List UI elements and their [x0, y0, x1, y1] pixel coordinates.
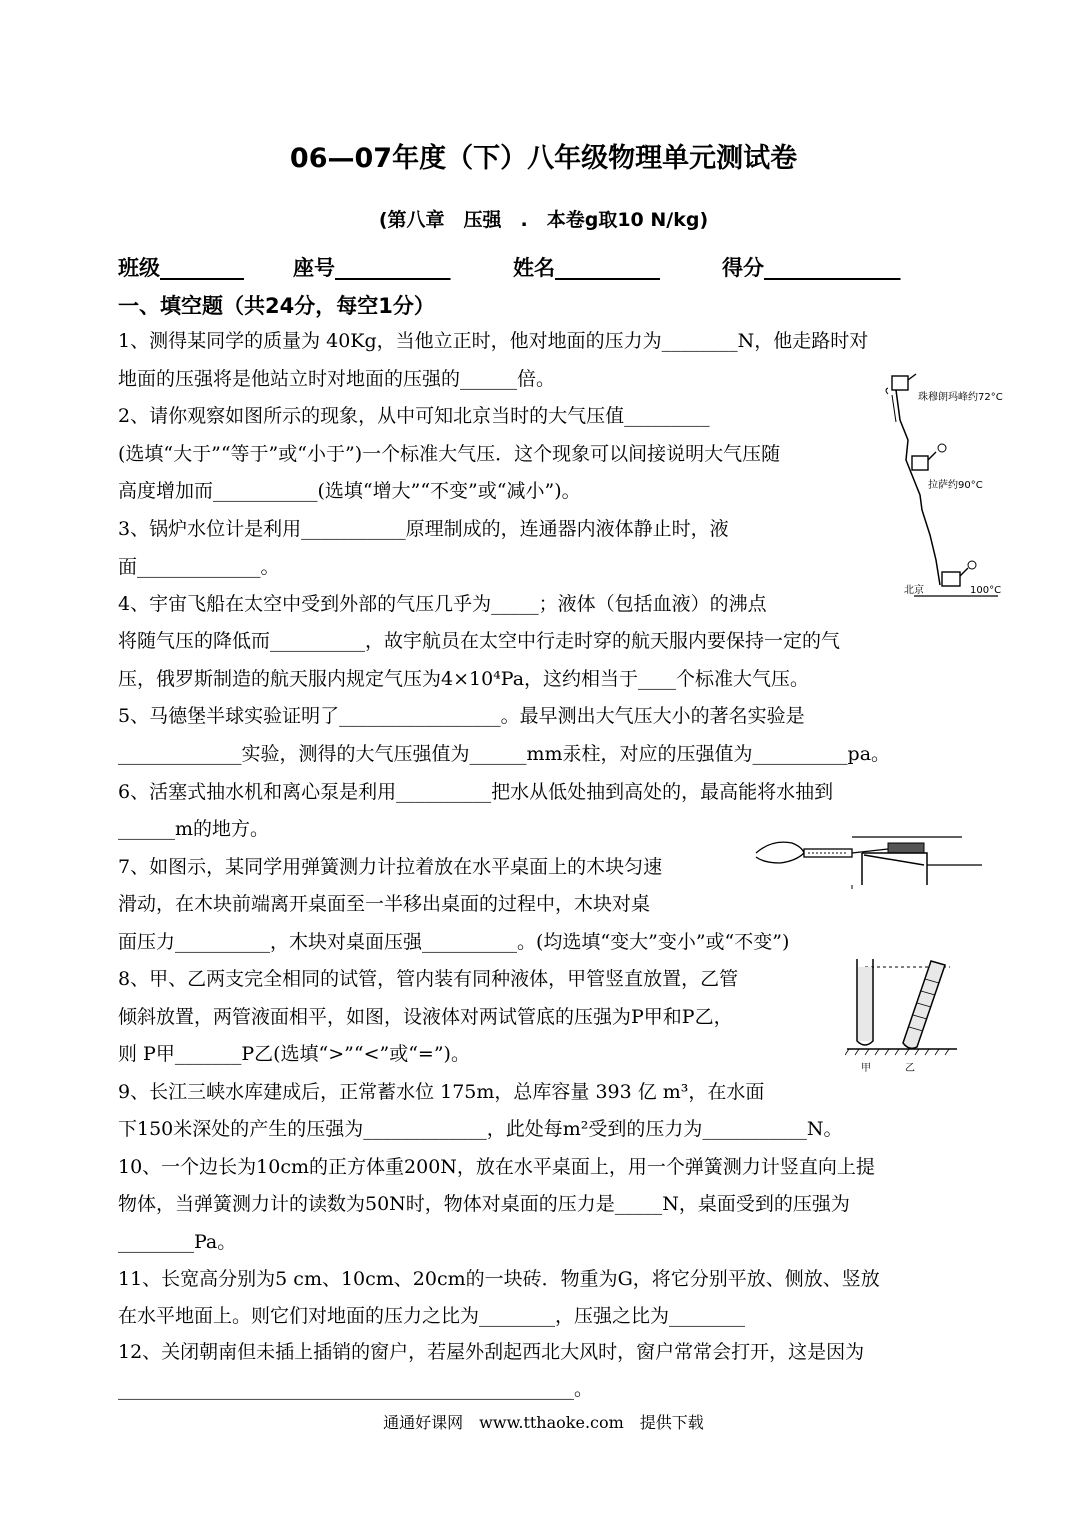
label-lhasa: 拉萨约90°C — [928, 480, 983, 491]
wood-block-icon — [888, 843, 924, 853]
kettle-icon — [912, 444, 946, 470]
question-line: 11、长宽高分别为5 cm、10cm、20cm的一块砖．物重为G，将它分别平放、侧放、竖放 — [118, 1268, 880, 1290]
question-line: ________Pa。 — [118, 1231, 237, 1253]
footer-text: 通通好课网 www.tthaoke.com 提供下载 — [383, 1413, 704, 1432]
question-line: 高度增加而___________(选填“增大”“不变”或“减小”)。 — [118, 480, 581, 502]
section-heading: 一、填空题（共24分，每空1分） — [118, 294, 435, 318]
question-line: ______m的地方。 — [118, 818, 270, 840]
label-yi: 乙 — [905, 1063, 915, 1074]
tilted-tube-icon — [903, 961, 945, 1048]
question-line: 8、甲、乙两支完全相同的试管，管内装有同种液体，甲管竖直放置，乙管 — [118, 968, 739, 990]
seat-field: 座号___________ — [293, 256, 451, 280]
question-line: 3、锅炉水位计是利用___________原理制成的，连通器内液体静止时，液 — [118, 518, 729, 540]
page-subtitle: (第八章 压强 . 本卷g取10 N/kg) — [378, 209, 709, 231]
question-line: 倾斜放置，两管液面相平，如图，设液体对两试管底的压强为P甲和P乙， — [118, 1006, 733, 1028]
question-line: 6、活塞式抽水机和离心泵是利用__________把水从低处抽到高处的，最高能将水抽到 — [118, 781, 834, 803]
question-line: 面压力__________，木块对桌面压强__________。(均选填“变大”变小”或“不变”) — [118, 931, 790, 953]
question-line: (选填“大于”“等于”或“小于”)一个标准大气压．这个现象可以间接说明大气压随 — [118, 443, 781, 465]
kettle-icon — [886, 374, 916, 394]
question-line: ________________________________________________。 — [118, 1378, 594, 1400]
kettle-icon — [942, 561, 976, 586]
label-100c: 100°C — [970, 585, 1002, 596]
question-line: 12、关闭朝南但未插上插销的窗户，若屋外刮起西北大风时，窗户常常会打开，这是因为 — [118, 1341, 865, 1363]
question-line: 5、马德堡半球实验证明了_________________。最早测出大气压大小的著名实验是 — [118, 705, 805, 727]
question-line: 下150米深处的产生的压强为_____________，此处每m²受到的压力为___________N。 — [118, 1118, 843, 1140]
question-line: 物体，当弹簧测力计的读数为50N时，物体对桌面的压力是_____N，桌面受到的压强为 — [118, 1193, 850, 1215]
label-everest: 珠穆朗玛峰约72°C — [918, 392, 1003, 403]
page-title: 06—07年度（下）八年级物理单元测试卷 — [289, 143, 798, 174]
question-line: 滑动，在木块前端离开桌面至一半移出桌面的过程中，木块对桌 — [118, 893, 651, 915]
mountain-boiling-figure — [878, 360, 1028, 605]
question-line: _____________实验，测得的大气压强值为______mm汞柱，对应的压强值为__________pa。 — [118, 743, 891, 765]
question-line: 地面的压强将是他站立时对地面的压强的______倍。 — [118, 368, 556, 390]
label-jia: 甲 — [861, 1063, 871, 1074]
table-icon — [862, 853, 927, 885]
vertical-tube-icon — [857, 959, 873, 1045]
question-line: 4、宇宙飞船在太空中受到外部的气压几乎为_____；液体（包括血液）的沸点 — [118, 593, 767, 615]
question-line: 2、请你观察如图所示的现象，从中可知北京当时的大气压值_________ — [118, 405, 710, 427]
class-field: 班级________ — [118, 256, 244, 280]
question-line: 则 P甲_______P乙(选填“>”“<”或“=”)。 — [118, 1043, 470, 1065]
label-beijing: 北京 — [904, 585, 924, 596]
question-line: 9、长江三峡水库建成后，正常蓄水位 175m，总库容量 393 亿 m³，在水面 — [118, 1081, 765, 1103]
question-line: 面_____________。 — [118, 556, 280, 578]
question-line: 1、测得某同学的质量为 40Kg，当他立正时，他对地面的压力为________N，他走路时对 — [118, 330, 869, 352]
score-field: 得分_____________ — [722, 256, 901, 280]
question-line: 压，俄罗斯制造的航天服内规定气压为4×10⁴Pa，这约相当于____个标准大气压。 — [118, 668, 810, 690]
test-tubes-figure — [845, 955, 960, 1075]
question-line: 7、如图示，某同学用弹簧测力计拉着放在水平桌面上的木块匀速 — [118, 856, 663, 878]
question-line: 在水平地面上。则它们对地面的压力之比为________，压强之比为________ — [118, 1305, 746, 1327]
name-field: 姓名__________ — [513, 256, 660, 280]
hand-icon — [756, 842, 804, 863]
question-line: 将随气压的降低而__________，故宇航员在太空中行走时穿的航天服内要保持一定的气 — [118, 630, 841, 652]
question-line: 10、一个边长为10cm的正方体重200N，放在水平桌面上，用一个弹簧测力计竖直向上提 — [118, 1156, 875, 1178]
spring-scale-table-figure — [752, 825, 987, 890]
